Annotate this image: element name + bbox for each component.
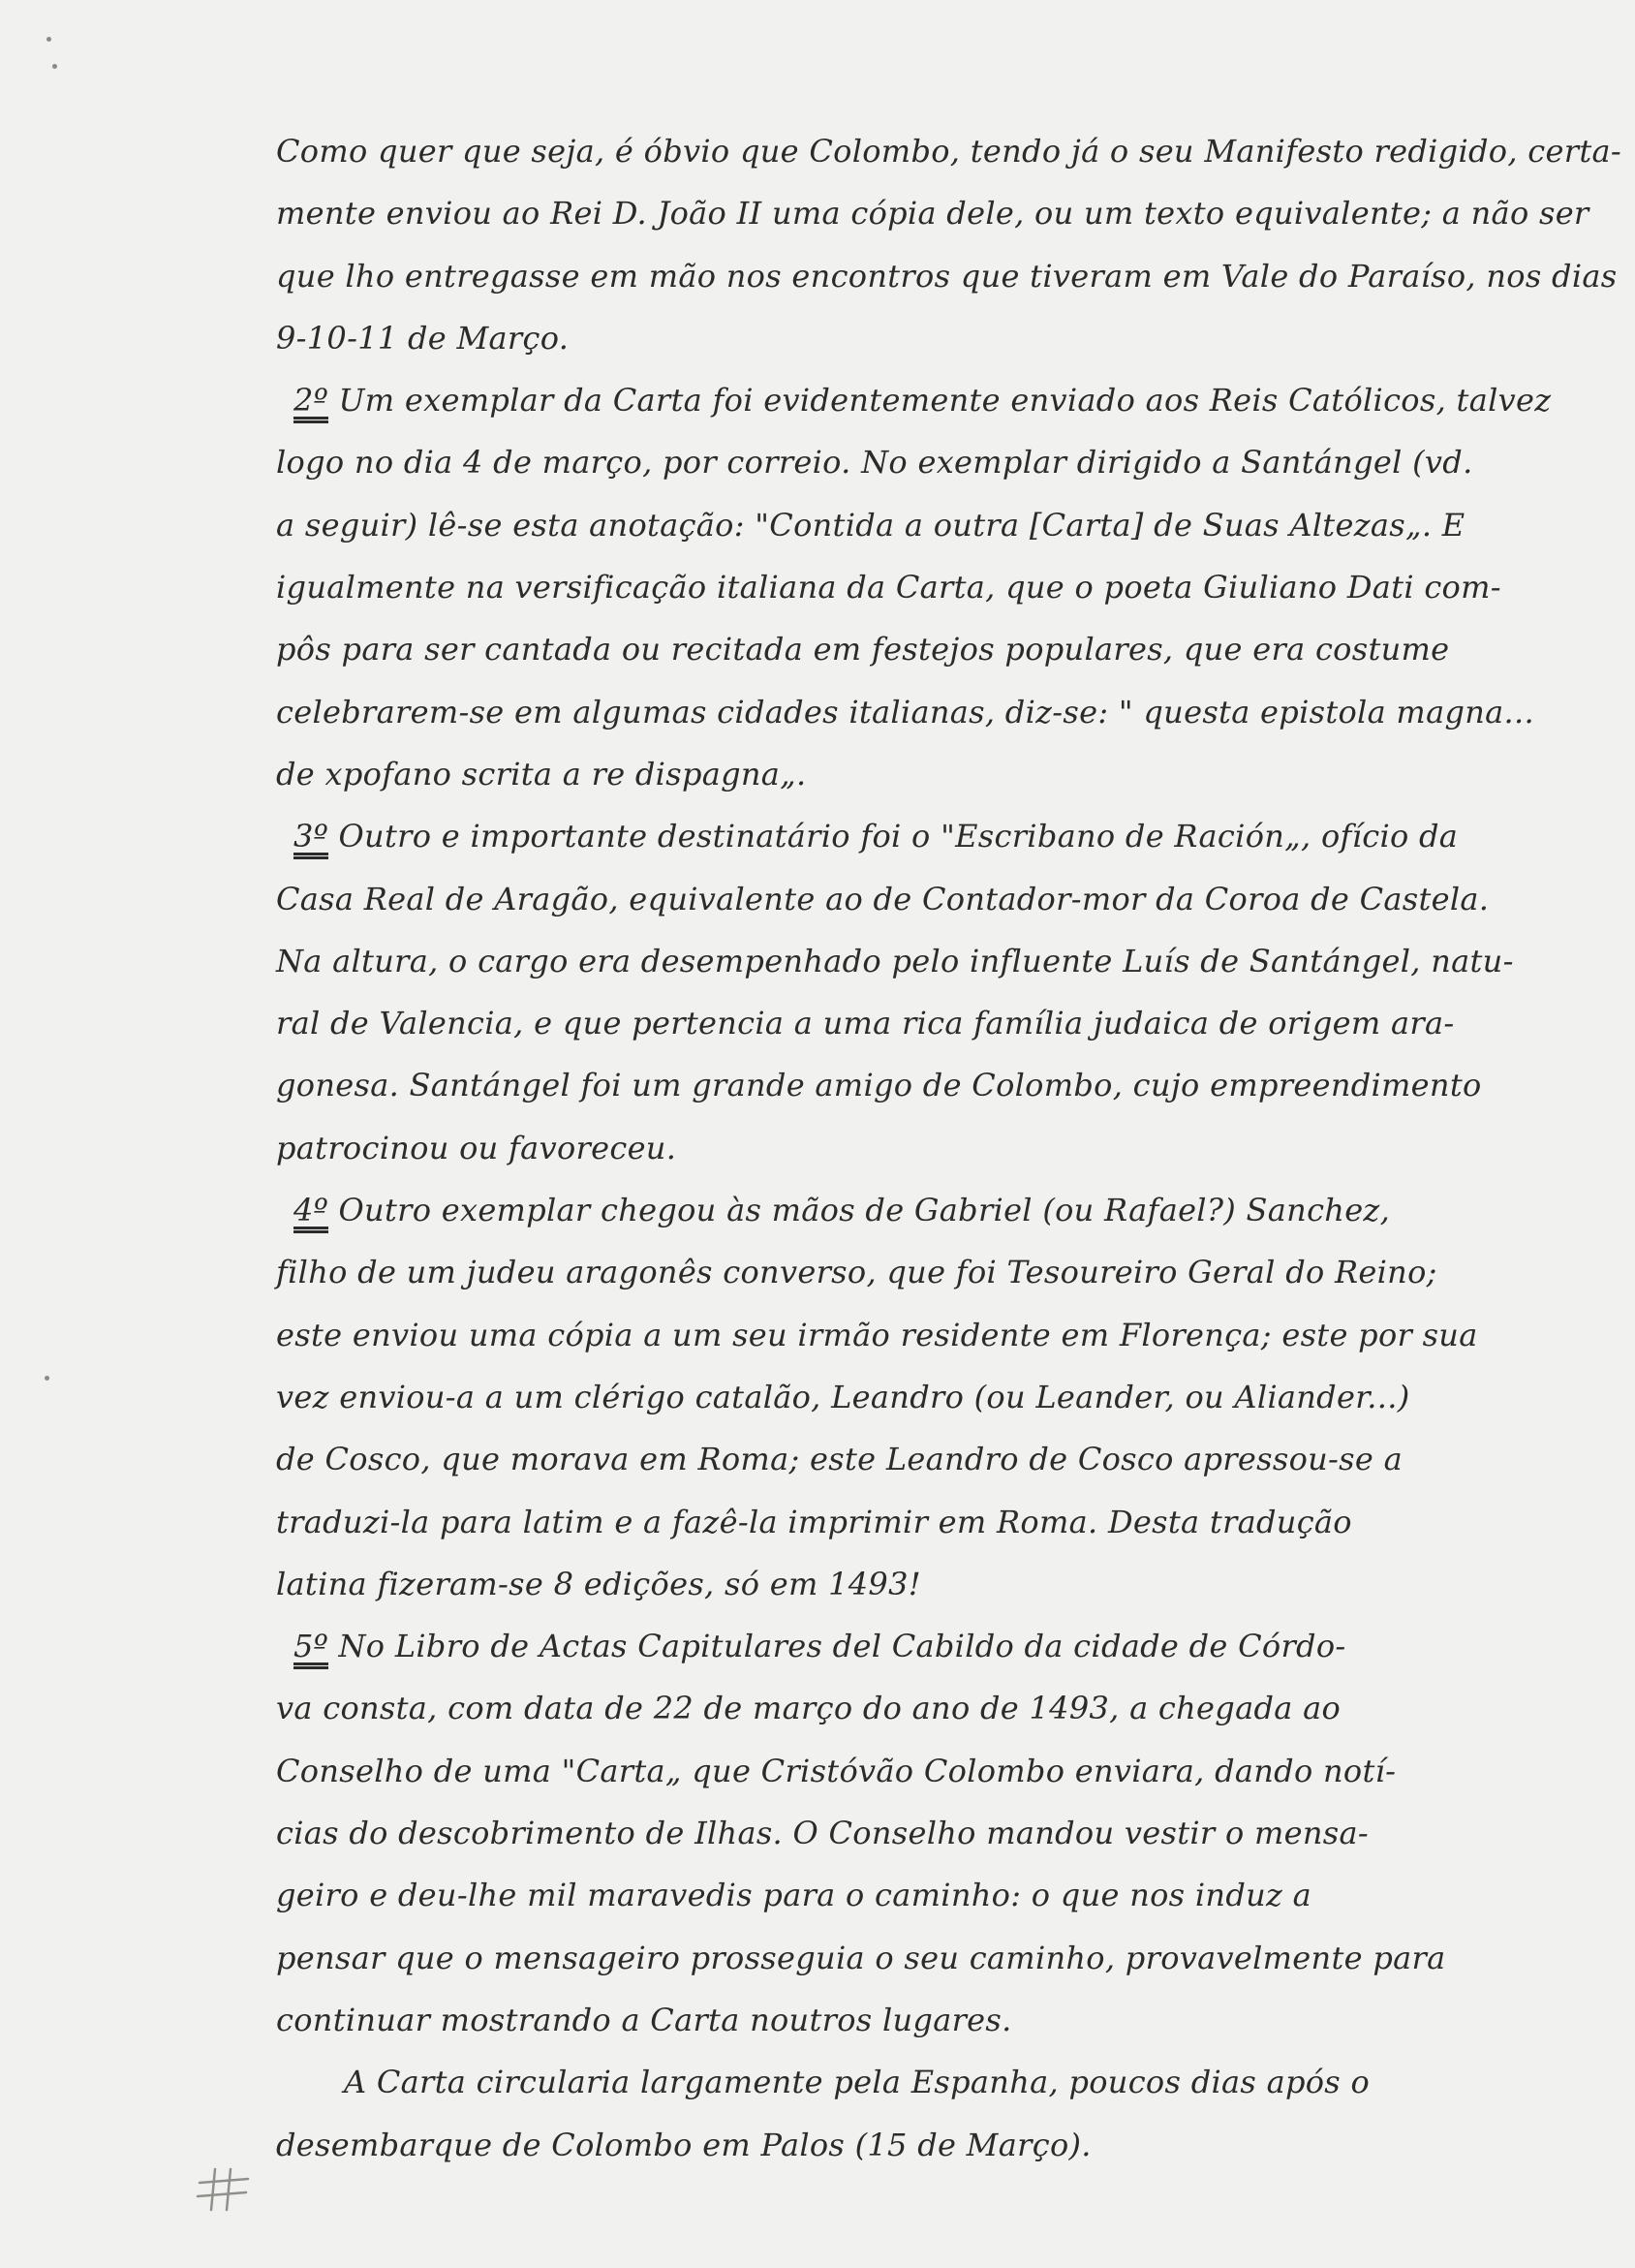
- text-line: pôs para ser cantada ou recitada em festejos populares, que era costume: [276, 631, 1450, 668]
- item-number-2: 2º: [293, 382, 329, 419]
- text-line: filho de um judeu aragonês converso, que foi Tesoureiro Geral do Reino;: [276, 1254, 1437, 1291]
- text-line: Na altura, o cargo era desempenhado pelo influente Luís de Santángel, natu-: [276, 942, 1514, 979]
- handwritten-text: [276, 120, 1621, 2176]
- paper-speck: [45, 1376, 49, 1381]
- text-line: Conselho de uma "Carta„ que Cristóvão Colombo enviara, dando notí-: [276, 1752, 1397, 1789]
- text-line: a seguir) lê-se esta anotação: "Contida a outra [Carta] de Suas Altezas„. E: [276, 506, 1465, 544]
- text-line: ral de Valencia, e que pertencia a uma rica família judaica de origem ara-: [276, 1005, 1455, 1042]
- text-line: logo no dia 4 de março, por correio. No exemplar dirigido a Santángel (vd.: [276, 444, 1473, 482]
- text-line: A Carta circularia largamente pela Espanha, poucos dias após o: [344, 2064, 1371, 2101]
- text-line: igualmente na versificação italiana da Carta, que o poeta Giuliano Dati com-: [276, 569, 1501, 606]
- text-line: continuar mostrando a Carta noutros lugares.: [276, 2001, 1012, 2038]
- paragraph-2-start: [276, 369, 1564, 431]
- text-line: Um exemplar da Carta foi evidentemente enviado aos Reis Católicos, talvez: [338, 382, 1552, 419]
- text-line: geiro e deu-lhe mil maravedis para o caminho: o que nos induz a: [276, 1877, 1312, 1914]
- paragraph-5-start: [276, 1615, 1564, 1677]
- text-line: gonesa. Santángel foi um grande amigo de Colombo, cujo empreendimento: [276, 1067, 1482, 1104]
- text-line: va consta, com data de 22 de março do ano de 1493, a chegada ao: [276, 1690, 1342, 1727]
- text-line: traduzi-la para latim e a fazê-la imprimir em Roma. Desta tradução: [276, 1503, 1352, 1540]
- text-line: Casa Real de Aragão, equivalente ao de Contador-mor da Coroa de Castela.: [276, 880, 1490, 917]
- text-line: cias do descobrimento de Ilhas. O Conselho mandou vestir o mensa-: [276, 1815, 1370, 1852]
- text-line: 9-10-11 de Março.: [276, 319, 570, 357]
- text-line: mente enviou ao Rei D. João II uma cópia dele, ou um texto equivalente; a não ser: [276, 195, 1589, 233]
- text-line: Outro exemplar chegou às mãos de Gabriel (ou Rafael?) Sanchez,: [338, 1192, 1391, 1229]
- text-line: patrocinou ou favoreceu.: [276, 1129, 677, 1166]
- text-line: de Cosco, que morava em Roma; este Leandro de Cosco apressou-se a: [276, 1441, 1403, 1478]
- text-line: latina fizeram-se 8 edições, só em 1493!: [276, 1565, 921, 1602]
- text-line: de xpofano scrita a re dispagna„.: [276, 755, 807, 792]
- paragraph-3-start: [276, 805, 1564, 867]
- text-line: celebrarem-se em algumas cidades italianas, diz-se: " questa epistola magna...: [276, 693, 1534, 730]
- text-line: Como quer que seja, é óbvio que Colombo, tendo já o seu Manifesto redigido, certa-: [276, 133, 1621, 170]
- paragraph-4-start: [276, 1179, 1564, 1241]
- item-number-5: 5º: [293, 1628, 329, 1665]
- text-line: Outro e importante destinatário foi o "Escribano de Ración„, ofício da: [338, 818, 1459, 855]
- text-line: No Libro de Actas Capitulares del Cabildo da cidade de Córdo-: [338, 1628, 1346, 1665]
- text-line: este enviou uma cópia a um seu irmão residente em Florença; este por sua: [276, 1316, 1478, 1353]
- text-line: que lho entregasse em mão nos encontros que tiveram em Vale do Paraíso, nos dias: [276, 257, 1618, 295]
- paper-speck: [46, 37, 51, 42]
- item-number-3: 3º: [293, 818, 329, 855]
- text-line: desembarque de Colombo em Palos (15 de Março).: [276, 2126, 1092, 2163]
- paper-speck: [52, 64, 57, 69]
- page-mark-hash: [194, 2165, 252, 2214]
- text-line: pensar que o mensageiro prosseguia o seu caminho, provavelmente para: [276, 1939, 1446, 1976]
- item-number-4: 4º: [293, 1192, 329, 1229]
- text-line: vez enviou-a a um clérigo catalão, Leandro (ou Leander, ou Aliander...): [276, 1378, 1410, 1415]
